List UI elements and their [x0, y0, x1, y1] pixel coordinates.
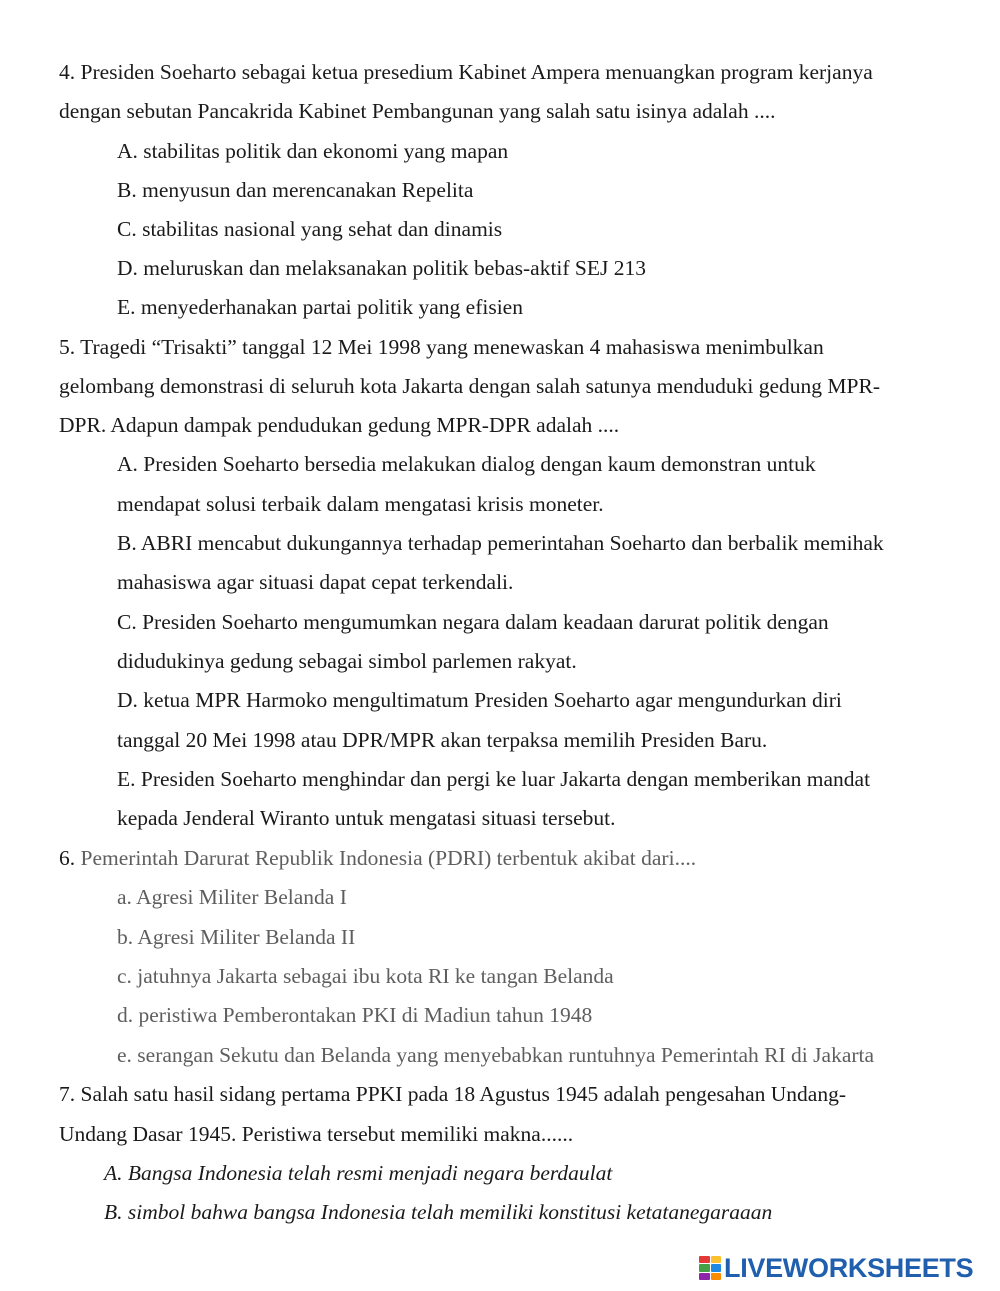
- q7-option-a: A. Bangsa Indonesia telah resmi menjadi negara berdaulat: [104, 1161, 613, 1185]
- q6-option-c: c. jatuhnya Jakarta sebagai ibu kota RI ke tangan Belanda: [117, 964, 614, 988]
- q5-option-b-line-1: B. ABRI mencabut dukungannya terhadap pemerintahan Soeharto dan berbalik memihak: [117, 531, 884, 555]
- question-7-line-2: Undang Dasar 1945. Peristiwa tersebut memiliki makna......: [59, 1122, 574, 1146]
- question-6-text: Pemerintah Darurat Republik Indonesia (PDRI) terbentuk akibat dari....: [80, 846, 697, 870]
- question-6: [59, 848, 696, 870]
- question-5-line-1: 5. Tragedi “Trisakti” tanggal 12 Mei 1998 yang menewaskan 4 mahasiswa menimbulkan: [59, 335, 824, 359]
- q4-option-d: D. meluruskan dan melaksanakan politik bebas-aktif SEJ 213: [117, 256, 647, 280]
- q7-option-b: B. simbol bahwa bangsa Indonesia telah memiliki konstitusi ketatanegaraaan: [104, 1200, 773, 1224]
- q4-option-c: C. stabilitas nasional yang sehat dan dinamis: [117, 217, 503, 241]
- liveworksheets-logo: [699, 1253, 973, 1283]
- question-5-line-3: DPR. Adapun dampak pendudukan gedung MPR-DPR adalah ....: [59, 413, 620, 437]
- q5-option-e-line-1: E. Presiden Soeharto menghindar dan pergi ke luar Jakarta dengan memberikan mandat: [117, 767, 871, 791]
- q4-option-e: E. menyederhanakan partai politik yang efisien: [117, 295, 523, 319]
- liveworksheets-logo-text: LIVEWORKSHEETS: [724, 1252, 974, 1283]
- question-4-line-2: dengan sebutan Pancakrida Kabinet Pembangunan yang salah satu isinya adalah ....: [59, 99, 776, 123]
- q5-option-a-line-1: A. Presiden Soeharto bersedia melakukan dialog dengan kaum demonstran untuk: [117, 452, 816, 476]
- q5-option-c-line-2: didudukinya gedung sebagai simbol parlemen rakyat.: [117, 649, 577, 673]
- question-7-line-1: 7. Salah satu hasil sidang pertama PPKI pada 18 Agustus 1945 adalah pengesahan Undang-: [59, 1082, 846, 1106]
- question-5-line-2: gelombang demonstrasi di seluruh kota Jakarta dengan salah satunya menduduki gedung MPR-: [59, 374, 881, 398]
- q5-option-e-line-2: kepada Jenderal Wiranto untuk mengatasi situasi tersebut.: [117, 806, 616, 830]
- q5-option-a-line-2: mendapat solusi terbaik dalam mengatasi krisis moneter.: [117, 492, 604, 516]
- q5-option-d-line-2: tanggal 20 Mei 1998 atau DPR/MPR akan terpaksa memilih Presiden Baru.: [117, 728, 768, 752]
- q4-option-a: A. stabilitas politik dan ekonomi yang mapan: [117, 139, 509, 163]
- question-4-line-1: 4. Presiden Soeharto sebagai ketua presedium Kabinet Ampera menuangkan program kerjanya: [59, 60, 873, 84]
- q5-option-b-line-2: mahasiswa agar situasi dapat cepat terkendali.: [117, 570, 514, 594]
- q5-option-c-line-1: C. Presiden Soeharto mengumumkan negara dalam keadaan darurat politik dengan: [117, 610, 829, 634]
- q6-option-e: e. serangan Sekutu dan Belanda yang menyebabkan runtuhnya Pemerintah RI di Jakarta: [117, 1043, 875, 1067]
- q6-option-a: a. Agresi Militer Belanda I: [117, 885, 347, 909]
- question-6-number: 6.: [59, 846, 76, 870]
- liveworksheets-logo-icon: [699, 1256, 721, 1280]
- q5-option-d-line-1: D. ketua MPR Harmoko mengultimatum Presiden Soeharto agar mengundurkan diri: [117, 688, 842, 712]
- q6-option-b: b. Agresi Militer Belanda II: [117, 925, 356, 949]
- q6-option-d: d. peristiwa Pemberontakan PKI di Madiun tahun 1948: [117, 1003, 593, 1027]
- q4-option-b: B. menyusun dan merencanakan Repelita: [117, 178, 474, 202]
